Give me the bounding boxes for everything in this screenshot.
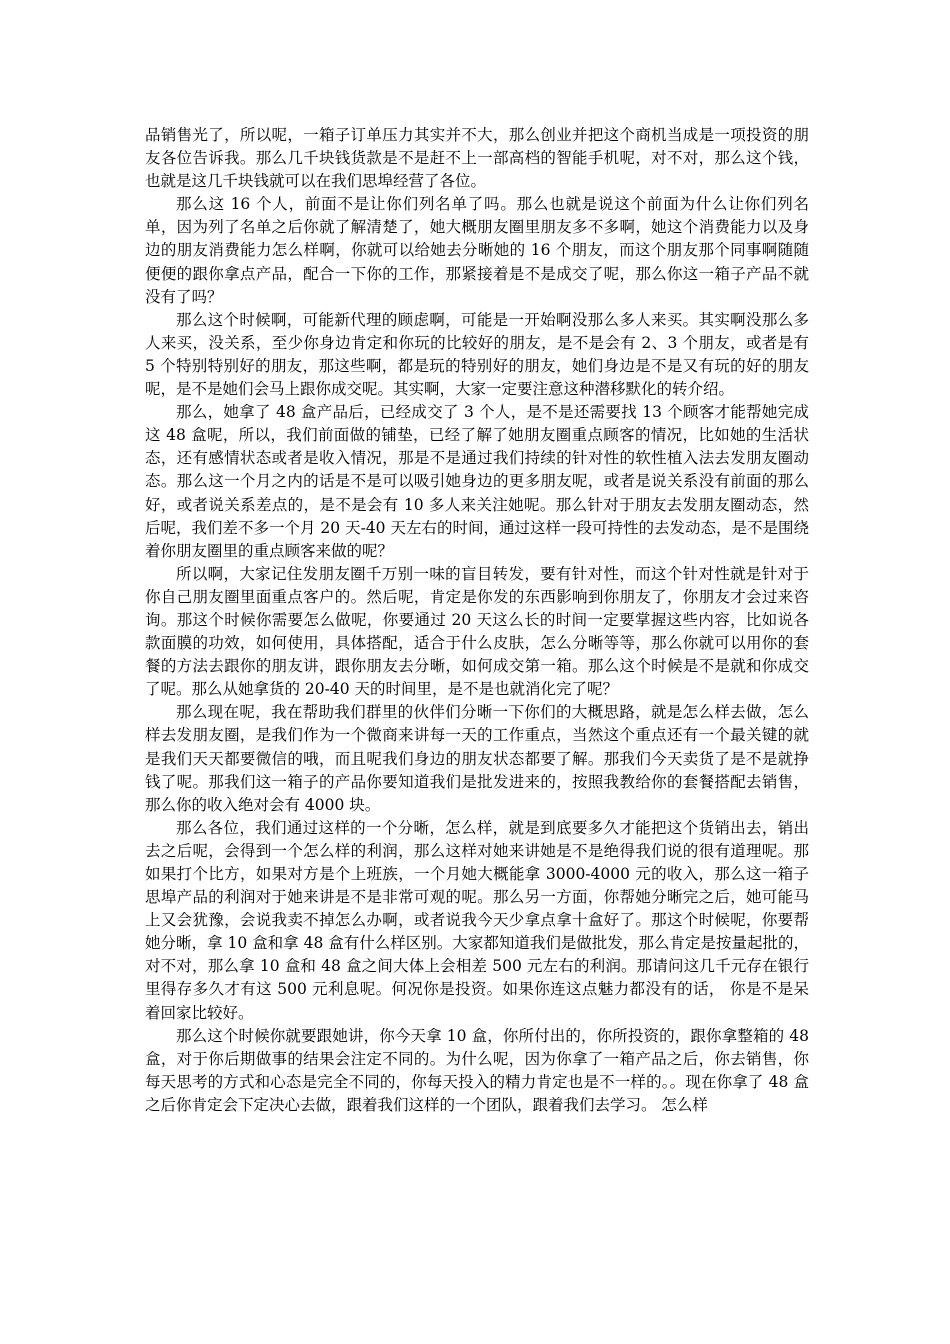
paragraph-1: 品销售光了，所以呢，一箱子订单压力其实并不大，那么创业并把这个商机当成是一项投资的朋友各位告诉我。那么几千块钱货款是不是赶不上一部高档的智能手机呢，对不对，那么这个钱，也就是这几千块钱就可以在我们思埠经营了各位。 (145, 126, 809, 191)
paragraph-6: 那么现在呢，我在帮助我们群里的伙伴们分晰一下你们的大概思路，就是怎么样去做，怎么样去发朋友圈，是我们作为一个微商来讲每一天的工作重点，当然这个重点还有一个最关键的就是我们天天都要微信的哦，而且呢我们身边的朋友状态都要了解。那我们今天卖货了是不是就挣钱了呢。那我们这一箱子的产品你要知道我们是批发进来的，按照我教给你的套餐搭配去销售， 那么你的收入绝对会有 4000 块。 (145, 703, 809, 814)
paragraph-7: 那么各位，我们通过这样的一个分晰，怎么样，就是到底要多久才能把这个货销出去，销出去之后呢，会得到一个怎么样的利润，那么这样对她来讲她是不是绝得我们说的很有道理呢。那如果打个比方，如果对方是个上班族，一个月她大概能拿 3000-4000 元的收入，那么这一箱子思埠产品的利润对于她来讲是不是非常可观的呢。那么另一方面，你帮她分晰完之后，她可能马上又会犹豫，会说我卖不掉怎么办啊，或者说我今天少拿点拿十盒好了。那这个时候呢，你要帮她分晰，拿 10 盒和拿 48 盒有什么样区别。大家都知道我们是做批发，那么肯定是按量起批的，对不对，那么拿 10 盒和 48 盒之间大体上会相差 500 元左右的利润。那请问这几千元存在银行里得存多久才有这 500 元利息呢。何况你是投资。如果你连这点魅力都没有的话， 你是不是呆着回家比较好。 (145, 818, 809, 1022)
document-body (145, 124, 809, 1117)
paragraph-4: 那么，她拿了 48 盒产品后，已经成交了 3 个人，是不是还需要找 13 个顾客才能帮她完成这 48 盒呢，所以，我们前面做的铺垫，已经了解了她朋友圈重点顾客的情况，比如她的生活状态，还有感情状态或者是收入情况，那是不是通过我们持续的针对性的软性植入法去发朋友圈动态。那么这一个月之内的话是不是可以吸引她身边的更多朋友呢，或者是说关系没有前面的那么好，或者说关系差点的，是不是会有 10 多人来关注她呢。那么针对于朋友去发朋友圈动态，然后呢，我们差不多一个月 20 天-40 天左右的时间，通过这样一段可持性的去发动态，是不是围绕着你朋友圈里的重点顾客来做的呢？ (145, 403, 809, 560)
paragraph-3: 那么这个时候啊，可能新代理的顾虑啊，可能是一开始啊没那么多人来买。其实啊没那么多人来买，没关系，至少你身边肯定和你玩的比较好的朋友，是不是会有 2、3 个朋友，或者是有 5 个特别特别好的朋友，那这些啊，都是玩的特别好的朋友，她们身边是不是又有玩的好的朋友呢，是不是她们会马上跟你成交呢。其实啊，大家一定要注意这种潜移默化的转介绍。 (145, 310, 809, 399)
paragraph-5: 所以啊，大家记住发朋友圈千万别一味的盲目转发，要有针对性，而这个针对性就是针对于你自己朋友圈里面重点客户的。然后呢，肯定是你发的东西影响到你朋友了，你朋友才会过来咨询。那这个时候你需要怎么做呢，你要通过 20 天这么长的时间一定要掌握这些内容，比如说各款面膜的功效，如何使用，具体搭配，适合于什么皮肤，怎么分晰等等，那么你就可以用你的套餐的方法去跟你的朋友讲，跟你朋友去分晰，如何成交第一箱。那么这个时候是不是就和你成交了呢。那么从她拿货的 20-40 天的时间里，是不是也就消化完了呢？ (145, 564, 809, 699)
paragraph-2: 那么这 16 个人，前面不是让你们列名单了吗。那么也就是说这个前面为什么让你们列名单，因为列了名单之后你就了解清楚了，她大概朋友圈里朋友多不多啊，她这个消费能力以及身边的朋友消费能力怎么样啊，你就可以给她去分晰她的 16 个朋友，而这个朋友那个同事啊随随便便的跟你拿点产品，配合一下你的工作，那紧接着是不是成交了呢，那么你这一箱子产品不就没有了吗？ (145, 195, 809, 306)
paragraph-8: 那么这个时候你就要跟她讲，你今天拿 10 盒，你所付出的，你所投资的，跟你拿整箱的 48 盒，对于你后期做事的结果会注定不同的。为什么呢，因为你拿了一箱产品之后，你去销售，你每天思考的方式和心态是完全不同的，你每天投入的精力肯定也是不一样的。。现在你拿了 48 盒之后你肯定会下定决心去做，跟着我们这样的一个团队，跟着我们去学习。 怎么样 (145, 1026, 809, 1114)
